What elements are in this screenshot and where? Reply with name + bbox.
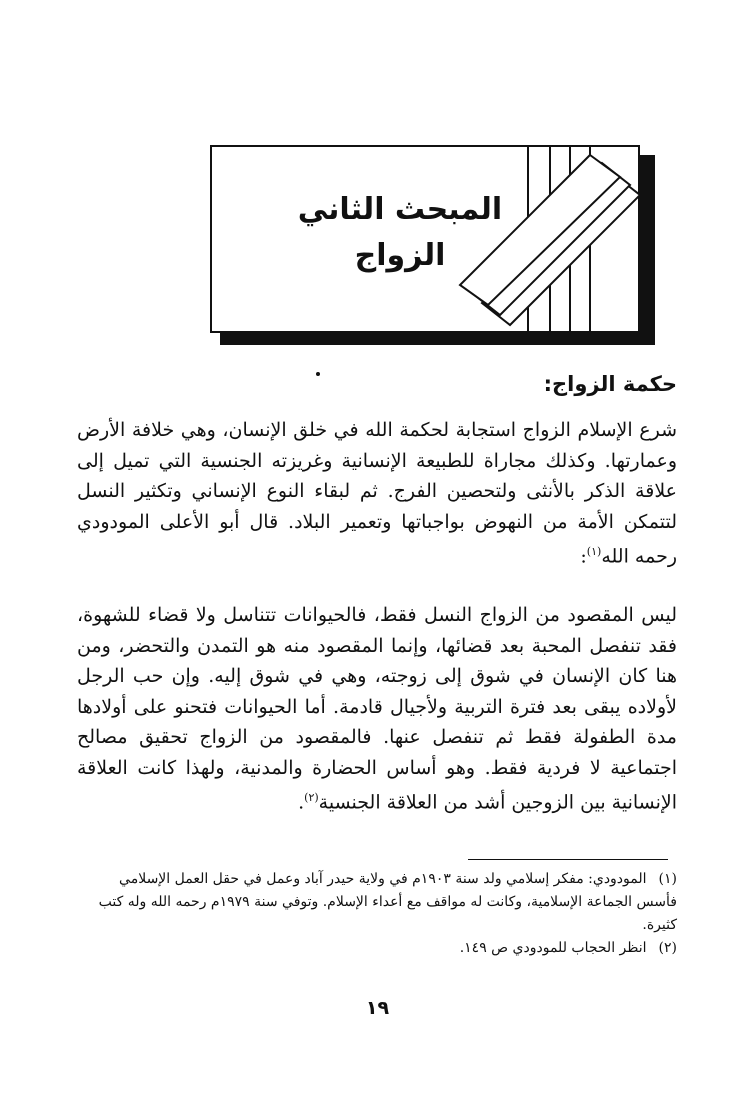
- chapter-title-text: [250, 187, 550, 279]
- footnotes-list: [77, 868, 677, 960]
- footnote-item: [77, 937, 677, 960]
- footnote-ref-1[interactable]: (١): [586, 545, 602, 558]
- paragraph-1: [77, 415, 677, 572]
- ink-dot: [316, 372, 320, 376]
- chapter-title: المبحث الثاني: [297, 192, 503, 227]
- chapter-subtitle: الزواج: [354, 238, 446, 273]
- paragraph-1-tail: :: [580, 545, 587, 568]
- chapter-title-box: [210, 145, 660, 360]
- footnote-item: [77, 868, 677, 937]
- footnote-divider: [468, 859, 668, 860]
- paragraph-2: [77, 600, 677, 818]
- footnote-text: انظر الحجاب للمودودي ص ١٤٩.: [459, 940, 647, 956]
- footnote-number: (٢): [658, 940, 677, 956]
- section-heading: حكمة الزواج:: [543, 372, 677, 396]
- footnote-text: المودودي: مفكر إسلامي ولد سنة ١٩٠٣م في ولاية حيدر آباد وعمل في حقل العمل الإسلامي فأسس الجماعة الإسلامية، وكانت له مواقف مع أعداء الإسلام. وتوفي سنة ١٩٧٩م رحمه الله وله كتب كثيرة.: [98, 871, 677, 933]
- paragraph-2-text: ليس المقصود من الزواج النسل فقط، فالحيوانات تتناسل ولا قضاء للشهوة، فقد تنفصل المحبة بعد قضائها، وإنما المقصود منه هو التمدن والتحضر، ومن هنا كان الإنسان في شوق إلى زوجته، وهي في شوق إليه. وإن حب الرجل لأولاده يبقى بعد فترة التربية ولأجيال قادمة. أما الحيوانات فتحنو على أولادها مدة الطفولة فقط ثم تنفصل عنها. فالمقصود من الزواج تحقيق مصالح اجتماعية لا فردية فقط. وهو أساس الحضارة والمدنية، ولهذا كانت العلاقة الإنسانية بين الزوجين أشد من العلاقة الجنسية: [77, 604, 677, 814]
- paragraph-2-tail: .: [298, 791, 305, 814]
- footnote-number: (١): [658, 871, 677, 887]
- page-number: ١٩: [365, 997, 390, 1019]
- paragraph-1-text: شرع الإسلام الزواج استجابة لحكمة الله في خلق الإنسان، وهي خلافة الأرض وعمارتها. وكذلك مجاراة للطبيعة الإنسانية وغريزته الجنسية التي تميل إلى علاقة الذكر بالأنثى ولتحصين الفرج. ثم لبقاء النوع الإنساني وتكثير النسل لتتمكن الأمة من النهوض بواجباتها وتعمير البلاد. قال أبو الأعلى المودودي رحمه الله: [77, 419, 677, 568]
- footnote-ref-2[interactable]: (٢): [304, 791, 319, 804]
